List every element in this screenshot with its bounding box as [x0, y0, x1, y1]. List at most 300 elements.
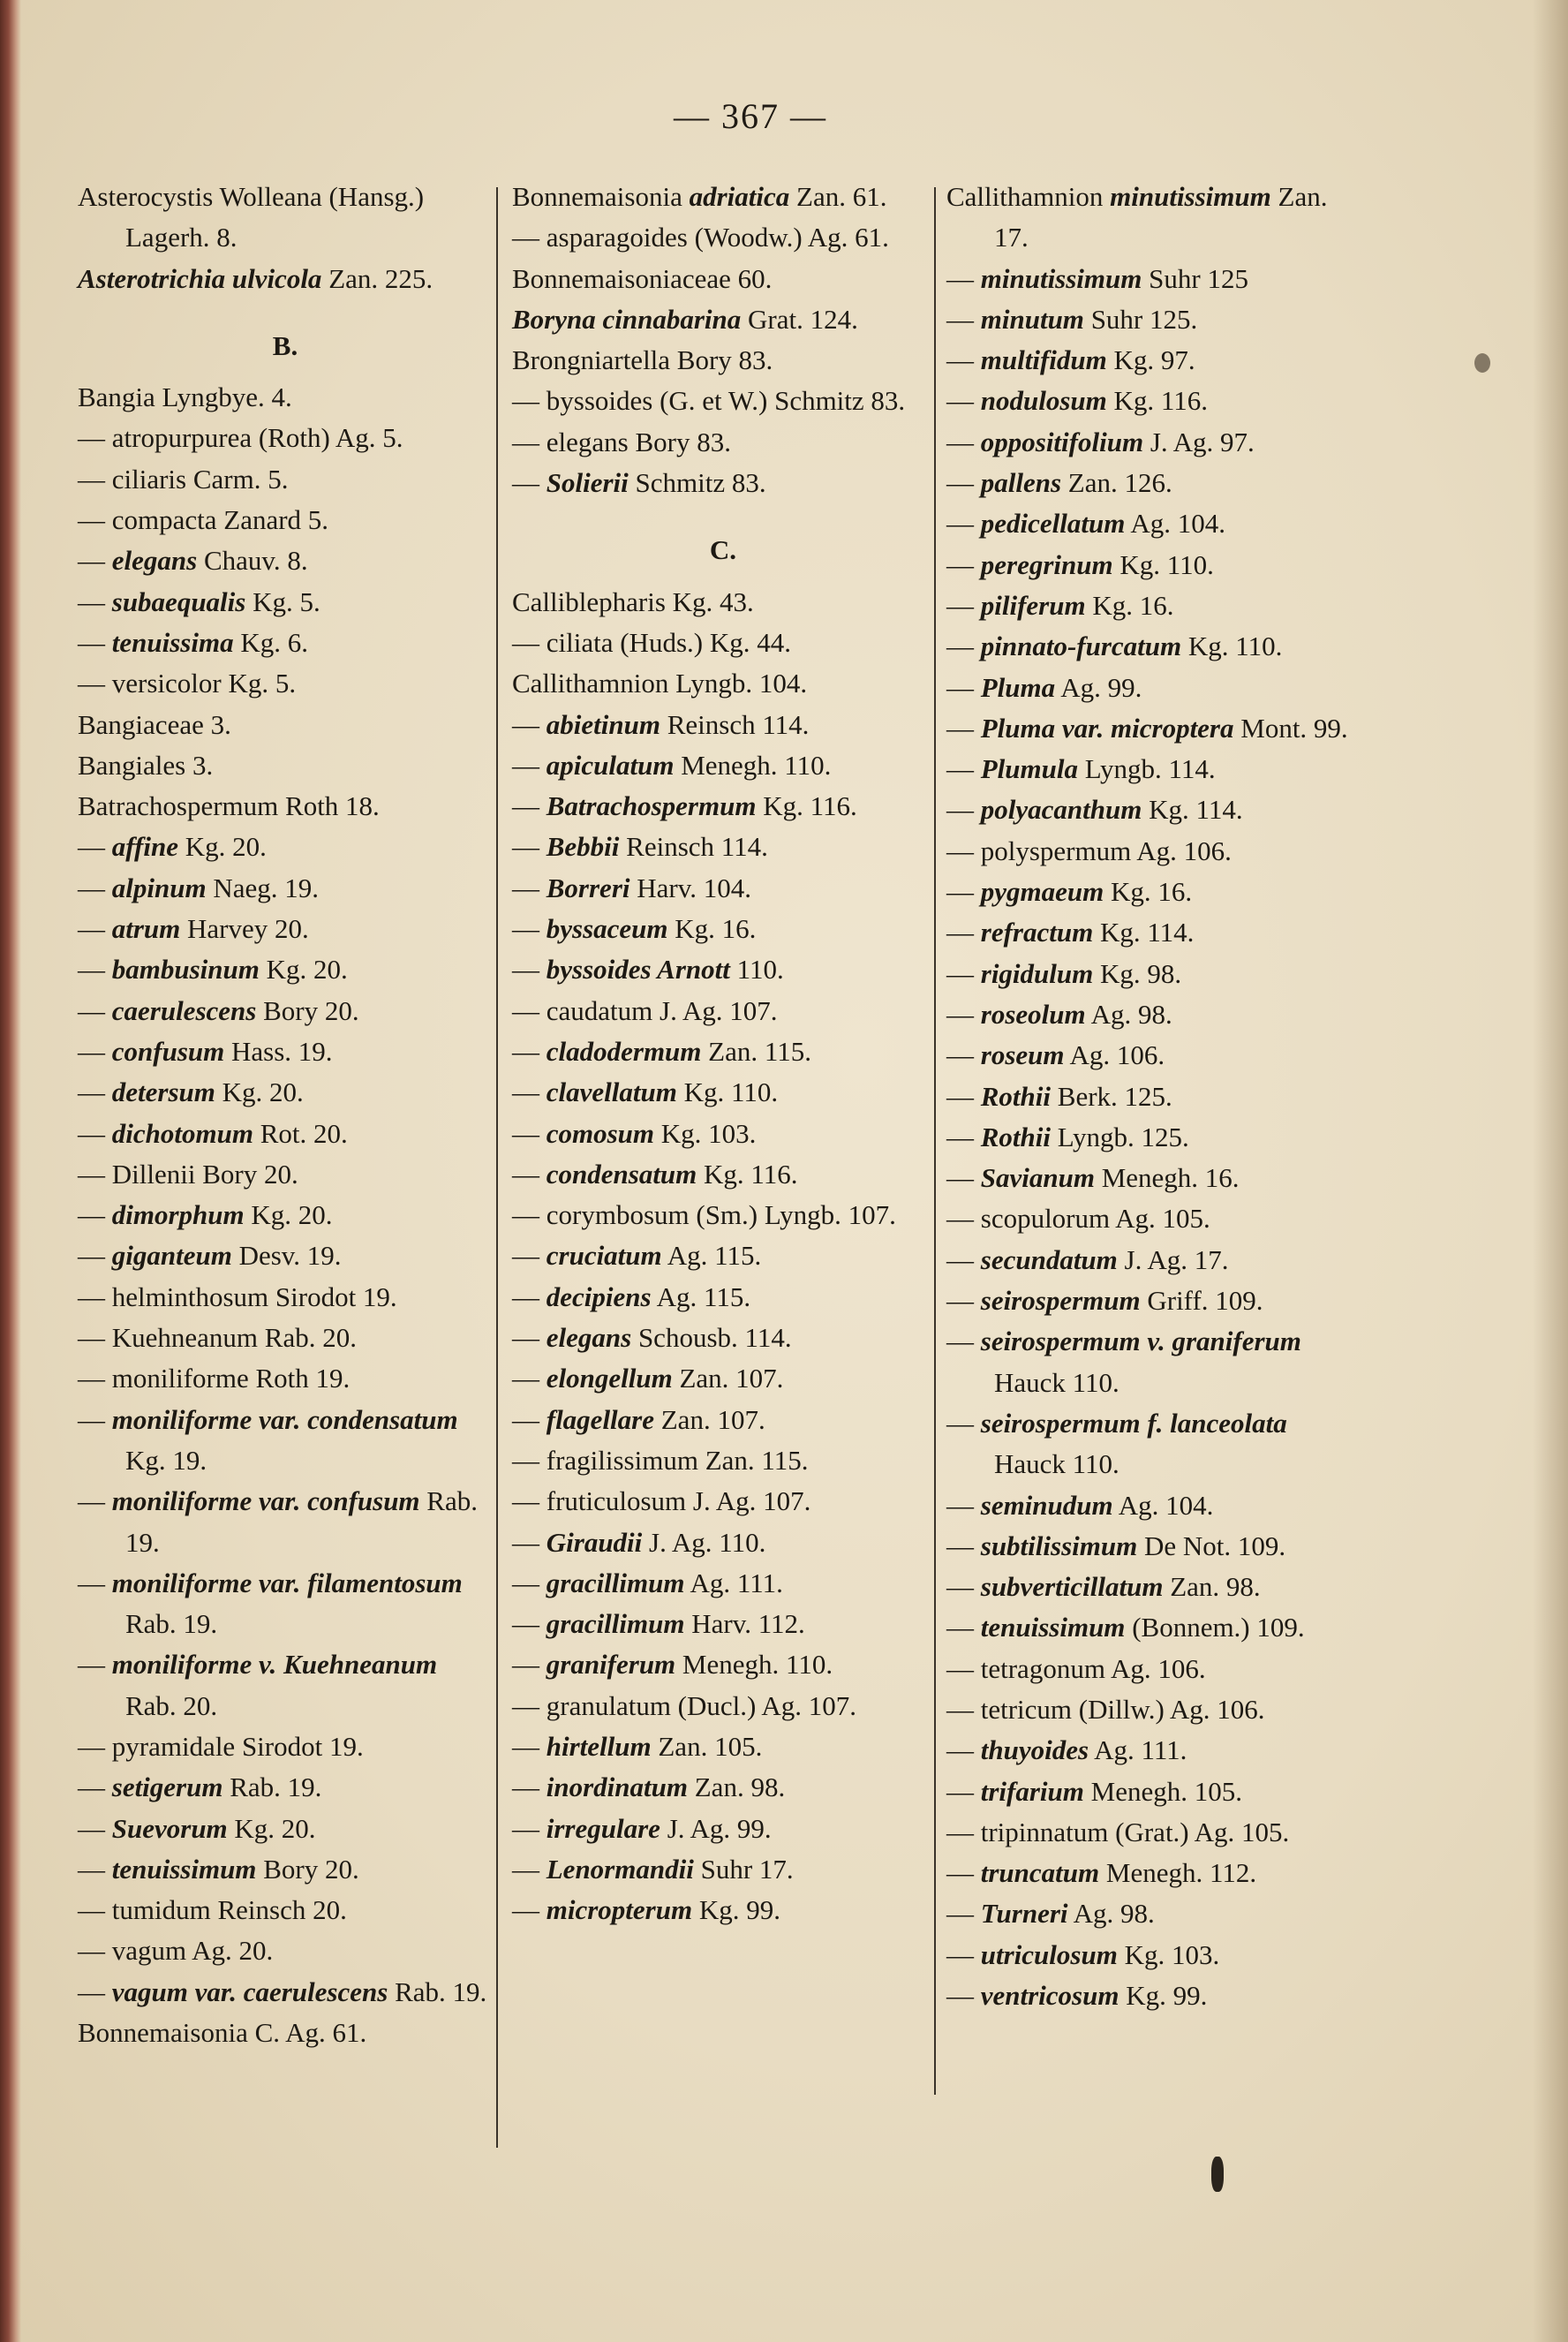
entry-species-italic: Borreri — [546, 872, 630, 903]
index-entry — [512, 991, 934, 1031]
entry-authority: Rot. 20. — [260, 1117, 348, 1149]
entry-authority: Ag. 98. — [1073, 1898, 1155, 1930]
entry-text: ciliata (Huds.) Kg. 44. — [546, 626, 791, 658]
index-entry — [946, 1321, 1361, 1403]
entry-authority: Rab. 19. — [230, 1772, 322, 1803]
index-entry — [512, 949, 934, 990]
index-entry — [78, 1154, 493, 1195]
entry-text: fragilissimum Zan. 115. — [546, 1444, 809, 1476]
entry-species-italic: seirospermum v. graniferum — [980, 1326, 1301, 1357]
entry-authority: Kg. 20. — [222, 1077, 304, 1108]
entry-species-italic: apiculatum — [546, 749, 675, 781]
entry-authority: Menegh. 112. — [1105, 1857, 1257, 1889]
entry-species-italic: peregrinum — [980, 548, 1113, 580]
entry-species-italic: tenuissima — [111, 626, 234, 658]
entry-authority: Harv. 104. — [637, 872, 751, 903]
entry-authority: Menegh. 110. — [681, 749, 832, 781]
ink-speck — [1474, 353, 1490, 373]
index-entry — [946, 1526, 1361, 1567]
entry-species-italic: moniliforme var. filamentosum — [111, 1567, 463, 1598]
entry-species-italic: utriculosum — [980, 1938, 1118, 1970]
entry-authority: Kg. 110. — [1119, 548, 1214, 580]
entry-text: versicolor Kg. 5. — [111, 668, 297, 699]
index-entry — [946, 422, 1361, 463]
index-entry — [78, 418, 493, 458]
entry-authority: Ag. 104. — [1118, 1489, 1214, 1521]
entry-authority: Kg. 20. — [251, 1199, 333, 1231]
entry-authority: Zan. 61. — [796, 181, 887, 212]
entry-species-italic: seirospermum f. lanceolata — [980, 1407, 1287, 1439]
entry-authority: Kg. 110. — [683, 1077, 779, 1108]
entry-species-italic: adriatica — [689, 181, 790, 212]
index-entry — [78, 1809, 493, 1849]
index-entry — [78, 1195, 493, 1235]
entry-species-italic: subaequalis — [111, 586, 246, 617]
index-entry — [512, 1114, 934, 1154]
index-entry — [512, 1809, 934, 1849]
entry-text: compacta Zanard 5. — [111, 504, 329, 536]
index-entry — [512, 1154, 934, 1195]
index-entry — [946, 1976, 1361, 2016]
entry-species-italic: alpinum — [111, 872, 207, 903]
entry-authority: Zan. 107. — [660, 1403, 765, 1435]
index-entry — [78, 705, 493, 745]
entry-authority: Lyngb. 114. — [1084, 753, 1216, 785]
entry-species-italic: Batrachospermum — [546, 790, 757, 822]
entry-authority: Menegh. 16. — [1101, 1162, 1240, 1194]
index-entry — [946, 1240, 1361, 1281]
entry-authority: Harvey 20. — [187, 913, 309, 945]
entry-text: granulatum (Ducl.) Ag. 107. — [546, 1689, 857, 1721]
index-entry — [946, 1730, 1361, 1771]
entry-species-italic: setigerum — [111, 1772, 223, 1803]
entry-text: atropurpurea (Roth) Ag. 5. — [111, 422, 403, 454]
index-entry — [512, 1522, 934, 1563]
entry-authority: Menegh. 105. — [1090, 1775, 1242, 1807]
entry-authority: Ag. 111. — [1094, 1734, 1187, 1766]
index-entry — [512, 259, 934, 299]
index-entry — [512, 623, 934, 663]
index-entry — [512, 1358, 934, 1399]
index-entry — [946, 1403, 1361, 1485]
index-entry — [512, 786, 934, 827]
entry-species-italic: truncatum — [980, 1857, 1100, 1889]
entry-authority: Kg. 114. — [1099, 917, 1195, 948]
index-entry — [512, 909, 934, 949]
entry-species-italic: inordinatum — [546, 1772, 688, 1803]
index-entry — [946, 1772, 1361, 1812]
index-entry — [78, 1114, 493, 1154]
entry-species-italic: elegans — [546, 1322, 632, 1354]
section-letter-heading: C. — [709, 534, 737, 566]
entry-species-italic: confusum — [111, 1035, 225, 1067]
entry-authority: Kg. 19. — [125, 1444, 207, 1476]
index-column-2 — [512, 177, 934, 1930]
entry-authority: Kg. 99. — [1126, 1980, 1208, 2012]
index-entry — [512, 745, 934, 786]
entry-authority: Hass. 19. — [230, 1035, 333, 1067]
entry-text: ciliaris Carm. 5. — [111, 463, 289, 495]
entry-species-italic: minutum — [980, 303, 1084, 335]
index-entry — [512, 582, 934, 623]
index-entry — [78, 1358, 493, 1399]
entry-authority: Zan. 115. — [708, 1035, 811, 1067]
index-entry — [512, 705, 934, 745]
entry-authority: Schousb. 114. — [637, 1322, 792, 1354]
entry-text: pyramidale Sirodot 19. — [111, 1730, 364, 1762]
index-entry — [946, 1035, 1361, 1076]
entry-species-italic: caerulescens — [111, 994, 257, 1026]
index-entry — [78, 909, 493, 949]
index-entry — [78, 1400, 493, 1482]
entry-text: Bonnemaisoniaceae 60. — [512, 262, 773, 294]
entry-species-italic: pinnato-furcatum — [980, 631, 1182, 662]
entry-authority: Rab. 19. — [395, 1976, 487, 2007]
entry-species-italic: byssaceum — [546, 913, 668, 945]
entry-authority: Kg. 16. — [1111, 876, 1193, 908]
index-entry — [78, 1031, 493, 1072]
index-entry — [946, 708, 1361, 749]
index-entry — [946, 1689, 1361, 1730]
column-rule-1 — [496, 187, 498, 2148]
index-entry — [78, 623, 493, 663]
entry-authority: Harv. 112. — [691, 1608, 805, 1640]
entry-authority: Zan. 17. — [994, 181, 1328, 253]
page-number: — 367 — — [674, 96, 827, 136]
entry-text: moniliforme Roth 19. — [111, 1363, 351, 1394]
entry-authority: Kg. 98. — [1100, 957, 1182, 989]
entry-authority: Rab. 19. — [125, 1485, 478, 1558]
entry-species-italic: nodulosum — [980, 385, 1107, 417]
entry-species-italic: ventricosum — [980, 1980, 1119, 2012]
entry-text: byssoides (G. et W.) Schmitz 83. — [546, 385, 906, 417]
index-entry — [512, 299, 934, 340]
entry-species-italic: Pluma var. microptera — [980, 712, 1234, 744]
entry-species-italic: Turneri — [980, 1898, 1068, 1930]
entry-authority: Lyngb. 125. — [1057, 1121, 1189, 1152]
entry-authority: Rab. 19. — [125, 1608, 218, 1640]
index-entry — [512, 177, 934, 217]
index-entry — [946, 586, 1361, 626]
entry-text: elegans Bory 83. — [546, 426, 731, 457]
index-entry — [946, 954, 1361, 994]
entry-species-italic: minutissimum — [980, 262, 1142, 294]
entry-species-italic: gracillimum — [546, 1608, 685, 1640]
index-entry — [512, 827, 934, 867]
entry-text: polyspermum Ag. 106. — [980, 835, 1232, 866]
index-entry — [946, 1485, 1361, 1526]
entry-text: tumidum Reinsch 20. — [111, 1894, 347, 1926]
index-column-3 — [946, 177, 1361, 2016]
entry-text: Callithamnion Lyngb. 104. — [512, 668, 808, 699]
index-entry — [946, 1853, 1361, 1893]
entry-species-italic: roseum — [980, 1039, 1065, 1071]
entry-authority: Suhr 125. — [1090, 303, 1198, 335]
entry-species-italic: minutissimum — [1110, 181, 1271, 212]
entry-authority: Bory 20. — [263, 1853, 359, 1885]
index-entry — [78, 1277, 493, 1318]
entry-authority: Ag. 98. — [1090, 998, 1172, 1030]
entry-species-italic: irregulare — [546, 1812, 660, 1844]
entry-authority: Zan. 105. — [658, 1730, 763, 1762]
entry-authority: Rab. 20. — [125, 1689, 218, 1721]
entry-species-italic: flagellare — [546, 1403, 654, 1435]
entry-species-italic: pallens — [980, 467, 1062, 499]
index-entry — [78, 1767, 493, 1808]
index-entry — [78, 1930, 493, 1971]
index-entry — [78, 745, 493, 786]
entry-authority: Hauck 110. — [994, 1448, 1119, 1480]
index-entry — [78, 2013, 493, 2053]
index-entry — [946, 668, 1361, 708]
entry-species-italic: decipiens — [546, 1281, 652, 1312]
entry-species-italic: byssoides Arnott — [546, 954, 730, 986]
entry-species-italic: clavellatum — [546, 1077, 677, 1108]
entry-species-italic: elegans — [111, 545, 198, 577]
entry-species-italic: pygmaeum — [980, 876, 1104, 908]
index-entry — [946, 259, 1361, 299]
entry-authority: Kg. 103. — [660, 1117, 757, 1149]
entry-species-italic: cruciatum — [546, 1240, 662, 1272]
index-entry — [78, 868, 493, 909]
index-entry — [512, 1644, 934, 1685]
entry-species-italic: Giraudii — [546, 1526, 643, 1558]
entry-text: Calliblepharis Kg. 43. — [512, 586, 754, 617]
entry-species-italic: Savianum — [980, 1162, 1095, 1194]
index-entry — [512, 1481, 934, 1522]
entry-authority: Kg. 99. — [698, 1894, 780, 1926]
entry-authority: (Bonnem.) 109. — [1132, 1612, 1305, 1643]
entry-authority: Kg. 16. — [1092, 589, 1174, 621]
entry-species-italic: polyacanthum — [980, 794, 1142, 826]
index-entry — [78, 1318, 493, 1358]
column-rule-2 — [934, 187, 936, 2095]
entry-authority: Ag. 106. — [1069, 1039, 1165, 1071]
entry-authority: Kg. 116. — [1113, 385, 1209, 417]
index-entry — [512, 868, 934, 909]
entry-text: Brongniartella Bory 83. — [512, 344, 773, 376]
index-entry — [78, 1972, 493, 2013]
index-entry — [512, 1400, 934, 1440]
index-entry — [78, 1849, 493, 1890]
entry-species-italic: piliferum — [980, 589, 1086, 621]
index-entry — [78, 827, 493, 867]
entry-species-italic: secundatum — [980, 1243, 1118, 1275]
entry-authority: Kg. 116. — [704, 1158, 798, 1190]
entry-text: fruticulosum J. Ag. 107. — [546, 1485, 811, 1517]
entry-authority: Zan. 225. — [328, 262, 433, 294]
entry-authority: Naeg. 19. — [213, 872, 319, 903]
entry-authority: Kg. 5. — [253, 586, 320, 617]
index-entry — [512, 381, 934, 421]
entry-authority: 110. — [736, 954, 784, 986]
index-entry — [78, 663, 493, 704]
index-entry — [946, 1198, 1361, 1239]
index-entry — [78, 1890, 493, 1930]
index-entry — [946, 503, 1361, 544]
entry-authority: Kg. 6. — [240, 626, 308, 658]
index-entry — [946, 1649, 1361, 1689]
entry-text: corymbosum (Sm.) Lyngb. 107. — [546, 1199, 896, 1231]
index-column-1 — [78, 177, 493, 2053]
entry-authority: Ag. 111. — [690, 1567, 783, 1598]
entry-species-italic: Rothii — [980, 1080, 1052, 1112]
index-entry — [512, 1604, 934, 1644]
entry-species-italic: Pluma — [980, 671, 1056, 703]
entry-species-italic: oppositifolium — [980, 426, 1144, 457]
entry-text: scopulorum Ag. 105. — [980, 1203, 1210, 1235]
entry-text: Bangiales 3. — [78, 749, 214, 781]
index-entry — [946, 1607, 1361, 1648]
entry-species-italic: trifarium — [980, 1775, 1084, 1807]
entry-authority: J. Ag. 97. — [1150, 426, 1255, 457]
index-entry — [512, 217, 934, 258]
entry-text: Bangiaceae 3. — [78, 708, 231, 740]
index-entry — [946, 994, 1361, 1035]
entry-species-italic: Lenormandii — [546, 1853, 694, 1885]
index-entry — [78, 991, 493, 1031]
entry-species-italic: cladodermum — [546, 1035, 702, 1067]
entry-authority: Reinsch 114. — [626, 831, 768, 863]
index-entry — [78, 582, 493, 623]
entry-species-italic: elongellum — [546, 1363, 673, 1394]
entry-species-italic: tenuissimum — [980, 1612, 1126, 1643]
entry-species-italic: subverticillatum — [980, 1571, 1164, 1603]
entry-species-italic: multifidum — [980, 344, 1107, 376]
index-entry — [946, 1812, 1361, 1853]
entry-text: helminthosum Sirodot 19. — [111, 1281, 397, 1312]
entry-species-italic: abietinum — [546, 708, 660, 740]
entry-authority: Kg. 110. — [1187, 631, 1283, 662]
entry-text: caudatum J. Ag. 107. — [546, 994, 778, 1026]
entry-species-italic: micropterum — [546, 1894, 693, 1926]
entry-species-italic: dimorphum — [111, 1199, 245, 1231]
index-entry — [946, 463, 1361, 503]
index-entry — [512, 463, 934, 503]
index-entry — [78, 1481, 493, 1563]
entry-species-italic: dichotomum — [111, 1117, 253, 1149]
index-entry — [512, 1072, 934, 1113]
entry-authority: Zan. 98. — [1170, 1571, 1261, 1603]
entry-authority: Bory 20. — [263, 994, 359, 1026]
index-entry — [78, 459, 493, 500]
index-entry — [512, 422, 934, 463]
entry-species-italic: pedicellatum — [980, 508, 1126, 540]
entry-text: tripinnatum (Grat.) Ag. 105. — [980, 1816, 1290, 1847]
entry-authority: Kg. 116. — [763, 790, 857, 822]
entry-species-italic: condensatum — [546, 1158, 697, 1190]
index-entry — [512, 1563, 934, 1604]
index-entry — [946, 749, 1361, 789]
entry-species-italic: Solierii — [546, 467, 629, 499]
entry-text: Bangia Lyngbye. 4. — [78, 382, 292, 413]
entry-species-italic: seminudum — [980, 1489, 1113, 1521]
index-entry — [512, 1195, 934, 1235]
index-entry — [946, 299, 1361, 340]
entry-species-italic: hirtellum — [546, 1730, 652, 1762]
entry-species-italic: gracillimum — [546, 1567, 685, 1598]
entry-authority: Ag. 104. — [1130, 508, 1226, 540]
index-entry — [78, 177, 493, 259]
entry-species-italic: atrum — [111, 913, 181, 945]
index-entry — [946, 1567, 1361, 1607]
entry-species-italic: refractum — [980, 917, 1094, 948]
entry-species-italic: rigidulum — [980, 957, 1094, 989]
entry-authority: Suhr 125 — [1149, 262, 1248, 294]
index-entry — [512, 1318, 934, 1358]
entry-text: tetricum (Dillw.) Ag. 106. — [980, 1693, 1265, 1725]
entry-authority: Desv. 19. — [238, 1240, 342, 1272]
entry-authority: Kg. 16. — [675, 913, 757, 945]
index-entry — [512, 1849, 934, 1890]
entry-text: Dillenii Bory 20. — [111, 1158, 298, 1190]
entry-genus: Bonnemaisonia — [512, 181, 682, 212]
index-entry — [946, 1935, 1361, 1976]
index-entry — [946, 1281, 1361, 1321]
entry-authority: Mont. 99. — [1240, 712, 1348, 744]
entry-authority: Reinsch 114. — [667, 708, 810, 740]
index-entry — [78, 1726, 493, 1767]
index-entry — [512, 1726, 934, 1767]
entry-text: Kuehneanum Rab. 20. — [111, 1322, 357, 1354]
index-entry — [946, 1117, 1361, 1158]
index-entry — [512, 340, 934, 381]
index-entry — [512, 1767, 934, 1808]
entry-text: vagum Ag. 20. — [111, 1935, 274, 1967]
index-entry — [78, 1235, 493, 1276]
index-entry — [946, 381, 1361, 421]
entry-species-italic: bambusinum — [111, 954, 260, 986]
index-entry — [78, 786, 493, 827]
entry-authority: Schmitz 83. — [635, 467, 766, 499]
entry-authority: Zan. 98. — [694, 1772, 786, 1803]
entry-species-italic: comosum — [546, 1117, 655, 1149]
index-entry — [78, 500, 493, 540]
entry-species-italic: Suevorum — [111, 1812, 228, 1844]
entry-authority: Ag. 99. — [1060, 671, 1142, 703]
ink-blot — [1211, 2157, 1224, 2192]
index-entry — [512, 1235, 934, 1276]
index-entry — [512, 1686, 934, 1726]
entry-authority: Hauck 110. — [994, 1366, 1119, 1398]
entry-authority: Griff. 109. — [1147, 1285, 1263, 1317]
index-entry — [946, 789, 1361, 830]
section-letter-heading: B. — [272, 329, 298, 361]
index-entry — [512, 1440, 934, 1481]
entry-authority: Kg. 20. — [185, 831, 267, 863]
entry-text: Bonnemaisonia C. Ag. 61. — [78, 2017, 367, 2049]
entry-species-italic: detersum — [111, 1077, 215, 1108]
entry-authority: Ag. 115. — [667, 1240, 762, 1272]
page-gutter — [0, 0, 21, 2342]
entry-species-italic: Bebbii — [546, 831, 620, 863]
entry-species-italic: thuyoides — [980, 1734, 1089, 1766]
entry-species-italic: roseolum — [980, 998, 1086, 1030]
index-entry — [78, 1072, 493, 1113]
entry-species-italic: moniliforme var. condensatum — [111, 1403, 458, 1435]
entry-species-italic: Asterotrichia ulvicola — [78, 262, 322, 294]
entry-species-italic: tenuissimum — [111, 1853, 257, 1885]
entry-authority: Kg. 97. — [1113, 344, 1195, 376]
entry-species-italic: Boryna cinnabarina — [512, 303, 742, 335]
entry-authority: Berk. 125. — [1057, 1080, 1172, 1112]
entry-authority: De Not. 109. — [1143, 1530, 1286, 1561]
entry-species-italic: Plumula — [980, 753, 1079, 785]
entry-genus: Callithamnion — [946, 181, 1104, 212]
entry-species-italic: graniferum — [546, 1649, 676, 1681]
index-entry — [946, 626, 1361, 667]
index-entry — [946, 831, 1361, 872]
